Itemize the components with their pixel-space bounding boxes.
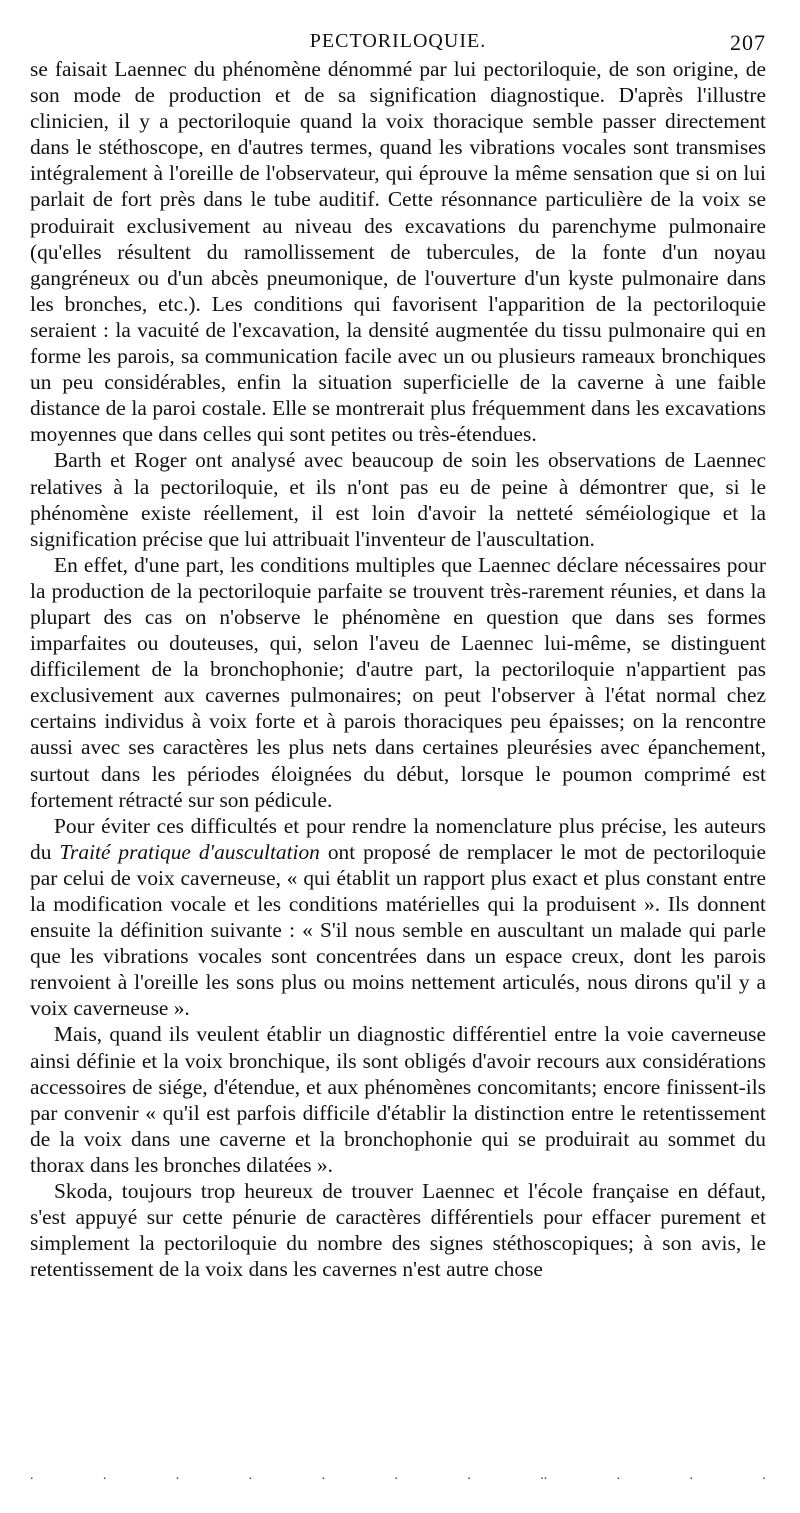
footer-mark: . — [762, 1468, 766, 1483]
footer-mark: . — [467, 1468, 471, 1483]
paragraph-2: Barth et Roger ont analysé avec beaucoup de soin les observations de Laennec relatives à la pectoriloquie, et ils n'ont pas eu de peine à démontrer que, si le phénomène existe réellement, il est loin d'avoir la netteté séméiologique et la signification précise que lui attribuait l'inventeur de l'auscultation. — [30, 448, 766, 551]
book-page — [30, 30, 766, 1282]
footer-mark: . — [175, 1468, 180, 1483]
footer-mark: . — [102, 1468, 107, 1483]
footer-mark: . — [321, 1468, 326, 1483]
footer-mark: . — [248, 1468, 253, 1483]
page-number: 207 — [730, 30, 766, 55]
paragraph-3: En effet, d'une part, les conditions multiples que Laennec déclare nécessaires pour la production de la pectoriloquie parfaite se trouvent très-rarement réunies, et dans la plupart des cas on n'observe le phénomène en question que dans ses formes imparfaites ou douteuses, qui, selon l'aveu de Laennec lui-même, se distinguent difficilement de la bronchophonie; d'autre part, la pectoriloquie n'appartient pas exclusivement aux cavernes pulmonaires; on peut l'observer à l'état normal chez certains individus à voix forte et à parois thoraciques peu épaisses; on la rencontre aussi avec ses caractères les plus nets dans certaines pleurésies avec épanchement, surtout dans les périodes éloignées du début, lorsque le poumon comprimé est fortement rétracté sur son pédicule. — [30, 552, 766, 812]
book-title-italic: Traité pratique d'auscultation — [59, 839, 320, 864]
paragraph-4 — [30, 813, 766, 1022]
body-text — [30, 56, 766, 1282]
footer-mark: .. — [540, 1468, 548, 1483]
paragraph-4-end: ont proposé de remplacer le mot de pectoriloquie par celui de voix caverneuse, « qui établit un rapport plus exact et plus constant entre la modification vocale et les conditions matérielles qui la produisent ». Ils donnent ensuite la définition suivante : « S'il nous semble en auscultant un malade qui parle que les vibrations vocales sont concentrées dans un espace creux, dont les parois renvoient à l'oreille les sons plus ou moins nettement articulés, nous dirons qu'il y a voix caverneuse ». — [30, 839, 766, 1021]
paragraph-4-start: Pour éviter ces difficultés et pour rendre la nomenclature plus précise, les auteurs du — [30, 813, 766, 864]
footer-mark: . — [30, 1468, 34, 1483]
footer-mark: . — [394, 1468, 398, 1483]
paragraph-1: se faisait Laennec du phénomène dénommé par lui pectoriloquie, de son origine, de son mode de production et de sa signification diagnostique. D'après l'illustre clinicien, il y a pectoriloquie quand la voix thoracique semble passer directement dans le stéthoscope, en d'autres termes, quand les vibrations vocales sont transmises intégralement à l'oreille de l'observateur, qui éprouve la même sensation que si on lui parlait de fort près dans le tube auditif. Cette résonnance particulière de la voix se produirait exclusivement au niveau des excavations du parenchyme pulmonaire (qu'elles résultent du ramollissement de tubercules, de la fonte d'un noyau gangréneux ou d'un abcès pneumonique, de l'ouverture d'un kyste pulmonaire dans les bronches, etc.). Les conditions qui favorisent l'apparition de la pectoriloquie seraient : la vacuité de l'excavation, la densité augmentée du tissu pulmonaire qui en forme les parois, sa communication facile avec un ou plusieurs rameaux bronchiques un peu considérables, enfin la situation superficielle de la caverne à une faible distance de la paroi costale. Elle se montrerait plus fréquemment dans les excavations moyennes que dans celles qui sont petites ou très-étendues. — [30, 57, 766, 447]
footer-marks — [30, 1468, 766, 1484]
footer-mark: . — [616, 1468, 621, 1483]
footer-mark: . — [689, 1468, 694, 1483]
running-title: PECTORILOQUIE. — [309, 30, 487, 52]
running-head — [30, 30, 766, 56]
paragraph-6: Skoda, toujours trop heureux de trouver Laennec et l'école française en défaut, s'est appuyé sur cette pénurie de caractères différentiels pour effacer purement et simplement la pectoriloquie du nombre des signes stéthoscopiques; à son avis, le retentissement de la voix dans les cavernes n'est autre chose — [30, 1179, 766, 1282]
paragraph-5: Mais, quand ils veulent établir un diagnostic différentiel entre la voie caverneuse ainsi définie et la voix bronchique, ils sont obligés d'avoir recours aux considérations accessoires de siége, d'étendue, et aux phénomènes concomitants; encore finissent-ils par convenir « qu'il est parfois difficile d'établir la distinction entre le retentissement de la voix dans une caverne et la bronchophonie qui se produirait au sommet du thorax dans les bronches dilatées ». — [30, 1022, 766, 1177]
